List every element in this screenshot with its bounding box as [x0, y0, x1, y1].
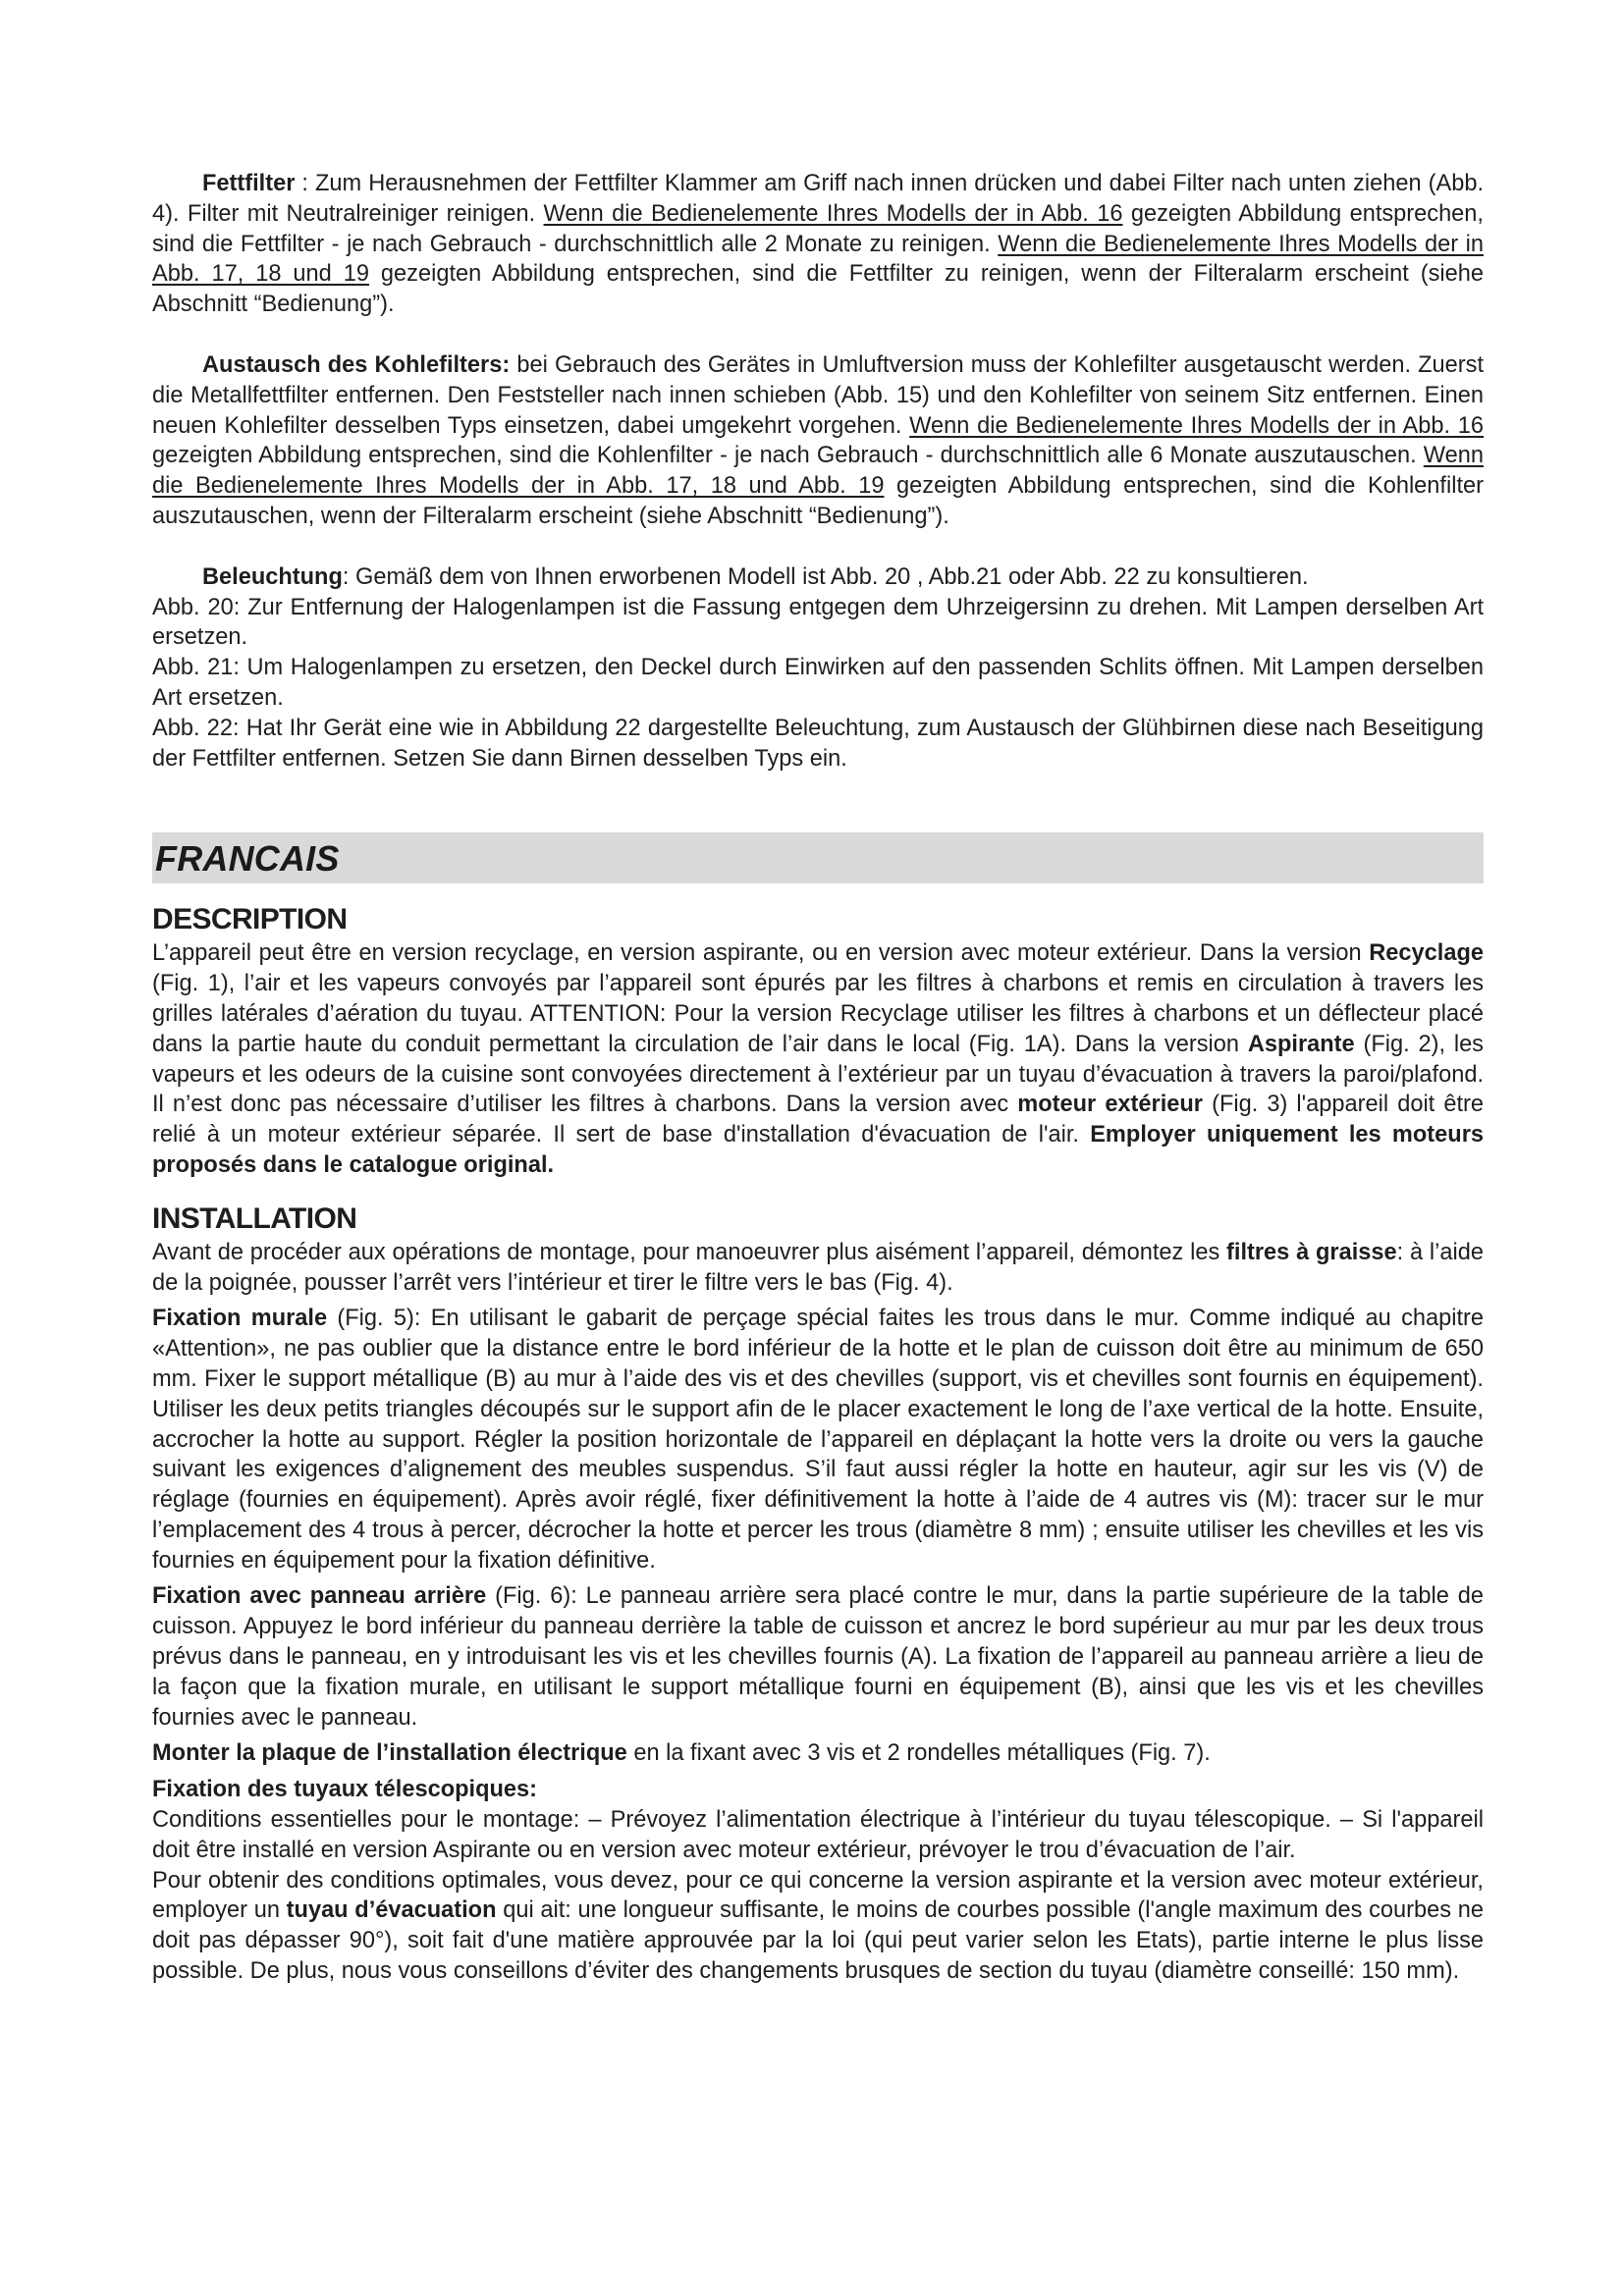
description-text: (Fig. 1), l’air et les vapeurs convoyés par l’appareil sont épurés par les filtres à charbons et remis en circulation à travers les grilles latérales d’aération du tuyau. ATTENTION: Pour la version Recyclage utiliser les filtres à charbons et un déflecteur placé dans la partie haute du conduit permettant la circulation de l’air dans le local (Fig. 1A). Dans la version	[152, 971, 1484, 1057]
description-text: (Fig. 2), les vapeurs et les odeurs de la cuisine sont convoyées directement à l’extérieur par un tuyau d’évacuation à travers la paroi/plafond. Il n’est donc pas nécessaire d’utiliser les filtres à charbons. Dans la version avec	[152, 1031, 1484, 1118]
installation-text: Avant de procéder aux opérations de montage, pour manoeuvrer plus aisément l’appareil, démontez les	[152, 1239, 1227, 1265]
fettfilter-text: gezeigten Abbildung entsprechen, sind die Fettfilter zu reinigen, wenn der Filteralarm erscheint (siehe Abschnitt “Bedienung”).	[152, 261, 1484, 318]
beleuchtung-label: Beleuchtung	[202, 563, 343, 590]
fettfilter-link-abb17: Wenn die Bedienelemente Ihres Modells der in Abb. 17, 18 und 19	[152, 231, 1485, 288]
fixation-murale-paragraph	[152, 1304, 1484, 1575]
fettfilter-text: : Zum Herausnehmen der Fettfilter Klammer am Griff nach innen drücken und dabei Filter nach unten ziehen (Abb. 4). Filter mit Neutralreiniger reinigen.	[152, 171, 1484, 227]
conditions-optimales-paragraph	[152, 1866, 1484, 1987]
description-text: L’appareil peut être en version recyclage, en version aspirante, ou en version avec moteur extérieur. Dans la version	[152, 940, 1370, 967]
installation-text: : à l’aide de la poignée, pousser l’arrêt vers l’intérieur et tirer le filtre vers le bas (Fig. 4).	[152, 1239, 1484, 1296]
beleuchtung-text: : Gemäß dem von Ihnen erworbenen Modell ist Abb. 20 , Abb.21 oder Abb. 22 zu konsultieren.	[342, 563, 1309, 590]
fettfilter-paragraph	[152, 169, 1484, 320]
fettfilter-link-abb16: Wenn die Bedienelemente Ihres Modells der in Abb. 16	[543, 200, 1123, 227]
kohlefilter-text: gezeigten Abbildung entsprechen, sind die Kohlenfilter auszutauschen, wenn der Filteralarm erscheint (siehe Abschnitt “Bedienung”).	[152, 473, 1484, 529]
kohlefilter-text: bei Gebrauch des Gerätes in Umluftversion muss der Kohlefilter ausgetauscht werden. Zuerst die Metallfettfilter entfernen. Den Feststeller nach innen schieben (Abb. 15) und den Kohlefilter von seinem Sitz entfernen. Einen neuen Kohlefilter desselben Typs einsetzen, dabei umgekehrt vorgehen.	[152, 351, 1485, 439]
moteur-exterieur-term: moteur extérieur	[1017, 1092, 1203, 1118]
plaque-electrique-label: Monter la plaque de l’installation électrique	[152, 1740, 627, 1767]
filtres-graisse-term: filtres à graisse	[1226, 1239, 1397, 1265]
kohlefilter-label: Austausch des Kohlefilters:	[202, 351, 511, 378]
fettfilter-label: Fettfilter	[202, 171, 296, 196]
tuyau-evacuation-term: tuyau d’évacuation	[286, 1897, 497, 1924]
description-paragraph	[152, 938, 1484, 1180]
kohlefilter-text: gezeigten Abbildung entsprechen, sind die Kohlenfilter - je nach Gebrauch - durchschnittlich alle 6 Monate auszutauschen.	[152, 443, 1424, 469]
installation-intro	[152, 1238, 1484, 1299]
fixation-panneau-paragraph	[152, 1581, 1484, 1733]
kohlefilter-link-abb17: Wenn die Bedienelemente Ihres Modells der in Abb. 17, 18 und Abb. 19	[152, 443, 1484, 500]
fettfilter-text: gezeigten Abbildung entsprechen, sind die Fettfilter - je nach Gebrauch - durchschnittlich alle 2 Monate zu reinigen.	[152, 200, 1484, 257]
conditions-optimales-text: Pour obtenir des conditions optimales, vous devez, pour ce qui concerne la version aspirante et la version avec moteur extérieur, employer un	[152, 1867, 1484, 1924]
language-heading-francais: FRANCAIS	[152, 832, 1484, 883]
plaque-electrique-text: en la fixant avec 3 vis et 2 rondelles métalliques (Fig. 7).	[626, 1740, 1211, 1767]
beleuchtung-paragraph	[152, 562, 1484, 593]
abb20-paragraph: Abb. 20: Zur Entfernung der Halogenlampen ist die Fassung entgegen dem Uhrzeigersinn zu drehen. Mit Lampen derselben Art ersetzen.	[152, 594, 1484, 651]
tuyaux-telescopiques-label: Fixation des tuyaux télescopiques:	[152, 1777, 538, 1803]
tuyaux-telescopiques-heading	[152, 1775, 1484, 1805]
fixation-panneau-label: Fixation avec panneau arrière	[152, 1583, 487, 1610]
abb21-paragraph: Abb. 21: Um Halogenlampen zu ersetzen, den Deckel durch Einwirken auf den passenden Schlits öffnen. Mit Lampen derselben Art ersetzen.	[152, 655, 1484, 711]
plaque-electrique-paragraph	[152, 1738, 1484, 1769]
recyclage-term: Recyclage	[1369, 940, 1484, 967]
conditions-paragraph: Conditions essentielles pour le montage: – Prévoyez l’alimentation électrique à l’intérieur du tuyau télescopique. – Si l'appareil doit être installé en version Aspirante ou en version avec moteur extérieur, prévoyer le trou d’évacuation de l’air.	[152, 1807, 1484, 1863]
fixation-murale-label: Fixation murale	[152, 1306, 328, 1332]
description-text: (Fig. 3) l'appareil doit être relié à un moteur extérieur séparée. Il sert de base d'installation d'évacuation de l'air.	[152, 1092, 1484, 1148]
fixation-murale-text: (Fig. 5): En utilisant le gabarit de perçage spécial faites les trous dans le mur. Comme indiqué au chapitre «Attention», ne pas oublier que la distance entre le bord inférieur de la hotte et le plan de cuisson doit être au minimum de 650 mm. Fixer le support métallique (B) au mur à l’aide des vis et des chevilles (support, vis et chevilles sont fournis en équipement). Utiliser les deux petits triangles découpés sur le support afin de le placer exactement le long de l’axe vertical de la hotte. Ensuite, accrocher la hotte au support. Régler la position horizontale de l’appareil en déplaçant la hotte vers la droite ou vers la gauche suivant les exigences d’alignement des meubles suspendus. S’il faut aussi régler la hotte en hauteur, agir sur les vis (V) de réglage (fournies en équipement). Après avoir réglé, fixer définitivement la hotte à l’aide de 4 autres vis (M): tracer sur le mur l’emplacement des 4 trous à percer, décrocher la hotte et percer les trous (diamètre 8 mm) ; ensuite utiliser les chevilles et les vis fournies en équipement pour la fixation définitive.	[152, 1306, 1485, 1574]
description-heading: DESCRIPTION	[152, 903, 348, 936]
kohlefilter-paragraph	[152, 350, 1484, 532]
fixation-panneau-text: (Fig. 6): Le panneau arrière sera placé contre le mur, dans la partie supérieure de la table de cuisson. Appuyez le bord inférieur du panneau derrière la table de cuisson et ancrez le bord supérieur au mur par les deux trous prévus dans le panneau, en y introduisant les vis et les chevilles fournis (A). La fixation de l’appareil au panneau arrière a lieu de la façon que la fixation murale, en utilisant le support métallique fourni en équipement (B), ainsi que les vis et les chevilles fournies avec le panneau.	[152, 1583, 1484, 1731]
conditions-optimales-text: qui ait: une longueur suffisante, le moins de courbes possible (l'angle maximum des courbes ne doit pas dépasser 90°), soit fait d'une matière approuvée par la loi (qui peut varier selon les Etats), partie interne le plus lisse possible. De plus, nous vous conseillons d’éviter des changements brusques de section du tuyau (diamètre conseillé: 150 mm).	[152, 1897, 1484, 1985]
installation-heading: INSTALLATION	[152, 1201, 357, 1235]
abb22-paragraph: Abb. 22: Hat Ihr Gerät eine wie in Abbildung 22 dargestellte Beleuchtung, zum Austausch der Glühbirnen diese nach Beseitigung der Fettfilter entfernen. Setzen Sie dann Birnen desselben Typs ein.	[152, 715, 1484, 772]
moteurs-warning: Employer uniquement les moteurs proposés dans le catalogue original.	[152, 1122, 1484, 1178]
aspirante-term: Aspirante	[1247, 1031, 1355, 1057]
kohlefilter-link-abb16: Wenn die Bedienelemente Ihres Modells der in Abb. 16	[909, 412, 1484, 439]
